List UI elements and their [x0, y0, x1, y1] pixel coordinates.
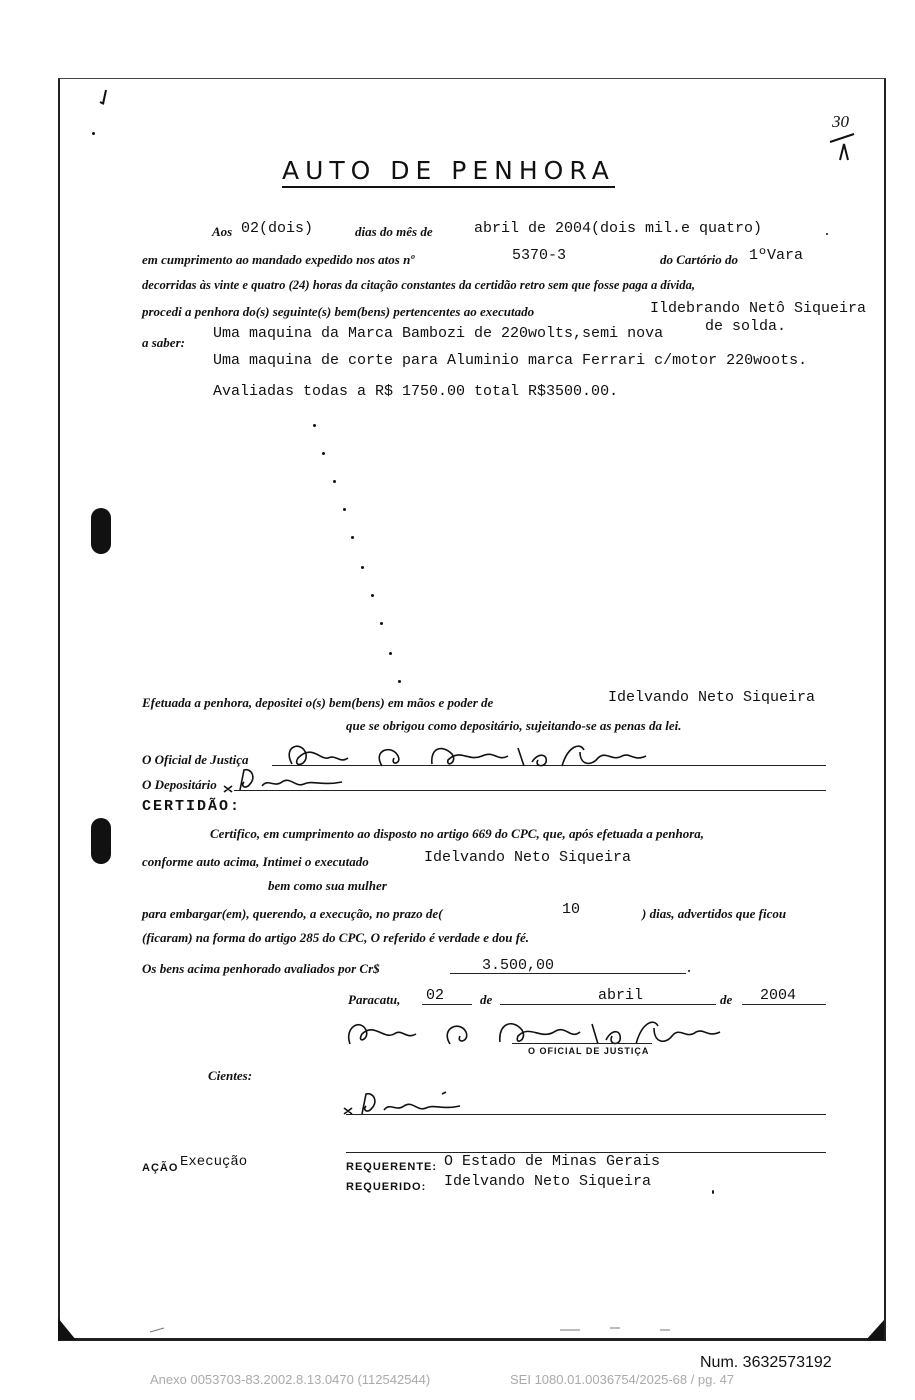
acao-label: AÇÃO	[142, 1162, 179, 1174]
scan-dot	[92, 132, 95, 135]
leader-dot	[389, 652, 392, 655]
dias-text: ) dias, advertidos que ficou	[642, 906, 787, 921]
procedi-text: procedi a penhora do(s) seguinte(s) bem(bens) pertencentes ao executado	[142, 304, 535, 319]
conforme-text: conforme auto acima, Intimei o executado	[142, 854, 369, 869]
de-label-1: de	[480, 992, 493, 1007]
dia-value: 02(dois)	[241, 220, 314, 237]
vara-value: 1ºVara	[749, 247, 804, 264]
leader-dot	[398, 680, 401, 683]
dias-do-mes-label: dias do mês de	[355, 224, 433, 239]
efetuada-text: Efetuada a penhora, depositei o(s) bem(bens) em mãos e poder de	[142, 695, 494, 710]
punch-hole-top	[91, 508, 111, 554]
data-dia: 02	[426, 987, 445, 1004]
leader-dot	[371, 594, 374, 597]
stray-dot	[826, 233, 828, 235]
page-number-mark: 30	[832, 112, 849, 131]
acao-value: Execução	[180, 1154, 248, 1170]
requerido-label: REQUERIDO:	[346, 1181, 427, 1193]
data-mes: abril	[598, 987, 644, 1004]
depositario-name: Idelvando Neto Siqueira	[608, 689, 816, 706]
data-ano: 2004	[760, 987, 797, 1004]
certifico-text: Certifico, em cumprimento ao disposto no artigo 669 do CPC, que, após efetuada a penhora,	[210, 826, 705, 841]
cumprimento-label: em cumprimento ao mandado expedido nos atos nº	[142, 252, 415, 267]
autos-number: 5370-3	[512, 247, 567, 264]
bem-1-superscript: de solda.	[705, 318, 787, 335]
requerido-value: Idelvando Neto Siqueira	[444, 1173, 652, 1190]
oficial-caption: O OFICIAL DE JUSTIÇA	[528, 1046, 650, 1056]
depositario-signature-icon	[222, 764, 362, 796]
leader-dot	[361, 566, 364, 569]
dia-line	[422, 1004, 472, 1005]
bens-avaliados-text: Os bens acima penhorado avaliados por Cr$	[142, 961, 380, 976]
leader-dot	[343, 508, 346, 511]
decorridas-text: decorridas às vinte e quatro (24) horas da citação constantes da certidão retro sem que fosse paga a dívida,	[142, 278, 696, 292]
requerente-value: O Estado de Minas Gerais	[444, 1153, 661, 1170]
cidade-label: Paracatu,	[348, 992, 401, 1007]
avaliadas-text: Avaliadas todas a R$ 1750.00 total R$3500.00.	[213, 383, 619, 400]
document-number: Num. 3632573192	[700, 1354, 832, 1371]
stray-dot	[712, 1190, 714, 1194]
mulher-text: bem como sua mulher	[268, 878, 387, 893]
sheet-bottom-edge	[58, 1338, 884, 1341]
de-label-2: de	[720, 992, 733, 1007]
footer-anexo: Anexo 0053703-83.2002.8.13.0470 (112542544)	[150, 1372, 431, 1387]
leader-dot	[380, 622, 383, 625]
executado-name: Ildebrando Netô Siqueira	[650, 300, 867, 317]
requerente-label: REQUERENTE:	[346, 1161, 438, 1173]
oficial-label: O Oficial de Justiça	[142, 752, 249, 767]
page-mark-stroke-icon	[826, 130, 858, 166]
scan-corner-left	[58, 1318, 76, 1340]
leader-dot	[333, 480, 336, 483]
punch-hole-bottom	[91, 818, 111, 864]
oficial-caption-line	[512, 1043, 652, 1044]
certidao-executado: Idelvando Neto Siqueira	[424, 849, 632, 866]
document-title: AUTO DE PENHORA	[282, 156, 615, 188]
ficaram-text: (ficaram) na forma do artigo 285 do CPC, O referido é verdade e dou fé.	[142, 930, 530, 945]
certidao-heading: CERTIDÃO:	[142, 798, 242, 815]
depositario-label: O Depositário	[142, 777, 217, 792]
scan-mark-icon	[96, 88, 112, 110]
cientes-signature-icon	[342, 1086, 482, 1120]
footer-sei: SEI 1080.01.0036754/2025-68 / pg. 47	[510, 1372, 735, 1387]
leader-dot	[351, 536, 354, 539]
bem-1: Uma maquina da Marca Bambozi de 220wolts,semi nova	[213, 325, 664, 342]
cientes-label: Cientes:	[208, 1068, 253, 1083]
obrigou-text: que se obrigou como depositário, sujeitando-se as penas da lei.	[346, 718, 682, 733]
a-saber-label: a saber:	[142, 335, 185, 350]
leader-dot	[322, 452, 325, 455]
leader-dot	[313, 424, 316, 427]
ano-line	[742, 1004, 826, 1005]
aos-label: Aos	[212, 224, 233, 239]
valor-value: 3.500,00	[482, 957, 555, 974]
mes-ano-value: abril de 2004(dois mil.e quatro)	[474, 220, 763, 237]
stray-dot	[688, 970, 690, 972]
bem-2: Uma maquina de corte para Aluminio marca Ferrari c/motor 220woots.	[213, 352, 808, 369]
mes-line	[500, 1004, 716, 1005]
scan-corner-right	[866, 1320, 884, 1340]
prazo-value: 10	[562, 901, 581, 918]
embargar-text: para embargar(em), querendo, a execução, no prazo de(	[142, 906, 443, 921]
cartorio-label: do Cartório do	[660, 252, 739, 267]
scan-edge-marks	[140, 1322, 740, 1336]
